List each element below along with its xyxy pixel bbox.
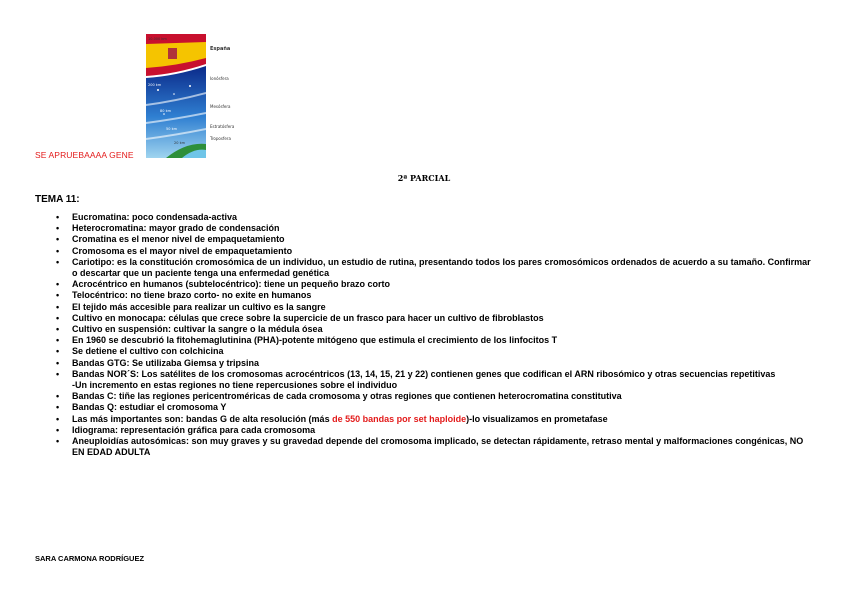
- atmosphere-figure: [146, 34, 256, 158]
- list-item: • Las más importantes son: bandas G de alta resolución (más de 550 bandas por set haploide)-lo visualizamos en prometafase: [56, 413, 608, 424]
- altitude-label-5: 20 km: [174, 141, 186, 145]
- altitude-label-1: 10.000 km: [148, 37, 167, 41]
- list-item: • El tejido más accesible para realizar un cultivo es la sangre: [56, 301, 326, 312]
- list-item: • Telocéntrico: no tiene brazo corto- no exite en humanos: [56, 290, 312, 301]
- list-item: • Bandas GTG: Se utilizaba Giemsa y tripsina: [56, 357, 260, 368]
- list-item: • Cariotipo: es la constitución cromosómica de un individuo, un estudio de rutina, presentando todos los pares cromosómicos ordenados de acuerdo a su tamaño. Confirmar o descartar que un paciente tenga una enfermedad genética: [56, 256, 811, 279]
- list-item: • Bandas C: tiñe las regiones pericentroméricas de cada cromosoma y otras regiones que contienen heterocromatina constitutiva: [56, 391, 622, 402]
- list-item: • Heterocromatina: mayor grado de condensación: [56, 223, 280, 234]
- list-item: • Aneuploidías autosómicas: son muy graves y su gravedad depende del cromosoma implicado, se detectan rápidamente, retraso mental y malformaciones congénicas, NO EN EDAD ADULTA: [56, 436, 804, 458]
- layer-label-mesosfera: Mesósfera: [210, 104, 231, 109]
- page-heading: 2ª PARCIAL: [397, 173, 451, 183]
- list-item: • Acrocéntrico en humanos (subtelocéntrico): tiene un pequeño brazo corto: [56, 279, 391, 290]
- layer-label-troposfera: Troposfera: [210, 136, 231, 141]
- figure-caption: SE APRUEBAAAA GENE: [35, 150, 134, 160]
- list-item: • Cromatina es el menor nivel de empaquetamiento: [56, 234, 285, 245]
- highlighted-text: de 550 bandas por set haploide: [332, 413, 467, 424]
- altitude-label-2: 200 km: [148, 83, 162, 87]
- atmosphere-illustration: [146, 34, 256, 158]
- topic-title: TEMA 11:: [35, 194, 80, 205]
- notes-list: [56, 212, 816, 458]
- list-item: • Bandas Q: estudiar el cromosoma Y: [56, 402, 227, 413]
- list-item: • Idiograma: representación gráfica para cada cromosoma: [56, 424, 316, 435]
- layer-label-ionosfera: Ionósfera: [210, 76, 229, 81]
- list-item: • Cromosoma es el mayor nivel de empaquetamiento: [56, 245, 293, 256]
- altitude-label-4: 50 km: [166, 127, 178, 131]
- altitude-label-3: 80 km: [160, 109, 172, 113]
- list-item-note: -Un incremento en estas regiones no tiene repercusiones sobre el individuo: [72, 380, 398, 391]
- list-item: • Eucromatina: poco condensada-activa: [56, 212, 238, 222]
- country-label: España: [210, 46, 231, 52]
- list-item: • Bandas NOR´S: Los satélites de los cromosomas acrocéntricos (13, 14, 15, 21 y 22) contienen genes que codifican el ARN ribosómico y otras secuencias repetitivas: [56, 368, 776, 379]
- list-item: • Se detiene el cultivo con colchicina: [56, 346, 224, 357]
- layer-label-estratosfera: Estratósfera: [210, 124, 235, 129]
- list-item: • Cultivo en suspensión: cultivar la sangre o la médula ósea: [56, 324, 323, 335]
- list-item: • Cultivo en monocapa: células que crece sobre la supercicie de un frasco para hacer un cultivo de fibroblastos: [56, 312, 544, 323]
- author-name: SARA CARMONA RODRÍGUEZ: [35, 554, 145, 563]
- list-item: • En 1960 se descubrió la fitohemaglutinina (PHA)-potente mitógeno que estimula el crecimiento de los linfocitos T: [56, 335, 558, 346]
